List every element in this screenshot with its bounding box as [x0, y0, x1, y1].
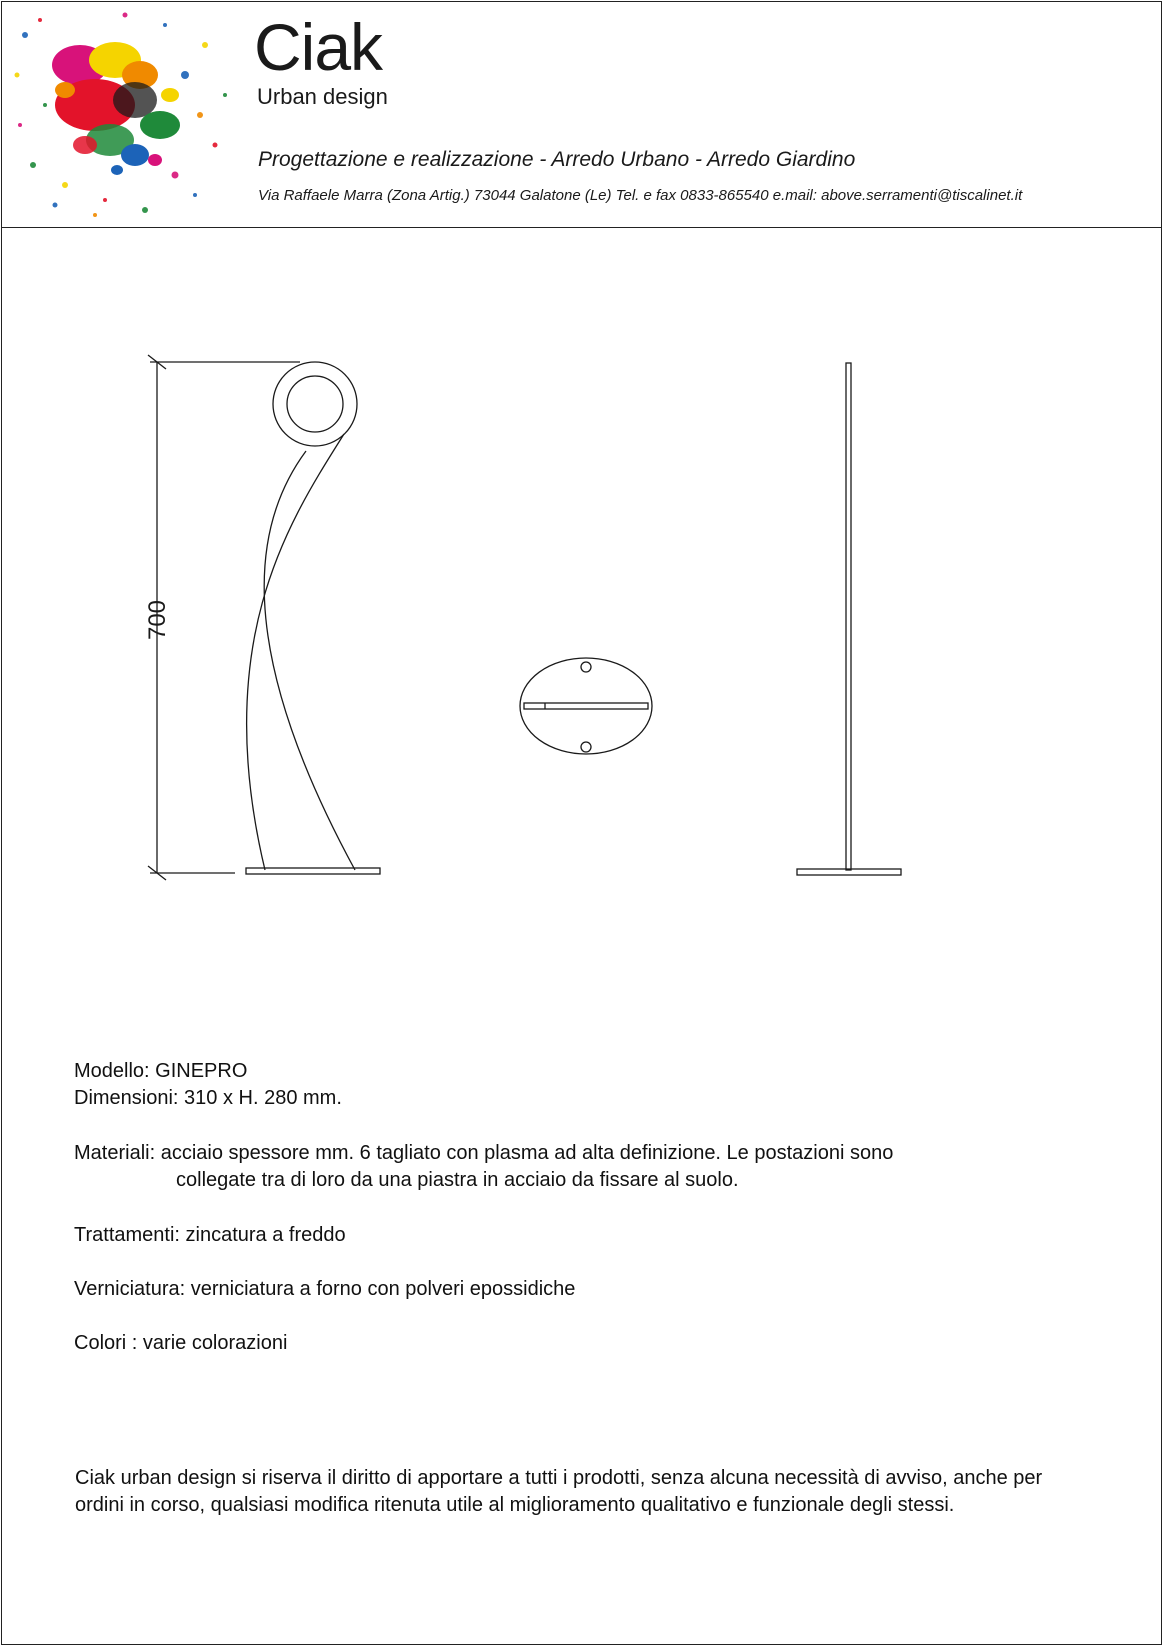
- spec-trattamenti: Trattamenti: zincatura a freddo: [74, 1224, 346, 1246]
- spec-materiali-line1: Materiali: acciaio spessore mm. 6 tagliato con plasma ad alta definizione. Le postazioni sono: [74, 1142, 894, 1164]
- dimension-label: 700: [144, 599, 171, 641]
- letterhead: [1, 1, 1162, 228]
- brand-subtitle: Urban design: [257, 84, 388, 109]
- disclaimer-text: Ciak urban design si riserva il diritto di apportare a tutti i prodotti, senza alcuna necessità di avviso, anche per ordini in corso, qualsiasi modifica ritenuta utile al miglioramento qualitativo e funzionale degli stessi.: [75, 1467, 1043, 1516]
- company-tagline: Progettazione e realizzazione - Arredo Urbano - Arredo Giardino: [258, 148, 856, 171]
- paint-splash-logo: [5, 5, 245, 225]
- spec-materiali-line2: collegate tra di loro da una piastra in acciaio da fissare al suolo.: [176, 1169, 739, 1191]
- spec-colori: Colori : varie colorazioni: [74, 1332, 288, 1354]
- spec-dimensioni: Dimensioni: 310 x H. 280 mm.: [74, 1087, 342, 1109]
- spec-modello: Modello: GINEPRO: [74, 1060, 248, 1082]
- spec-verniciatura: Verniciatura: verniciatura a forno con polveri epossidiche: [74, 1278, 576, 1300]
- company-address: Via Raffaele Marra (Zona Artig.) 73044 Galatone (Le) Tel. e fax 0833-865540 e.mail: above.serramenti@tiscalinet.it: [258, 187, 1023, 204]
- brand-name: Ciak: [254, 10, 383, 84]
- spec-materiali: [74, 1140, 893, 1194]
- page-frame: [1, 1, 1162, 1645]
